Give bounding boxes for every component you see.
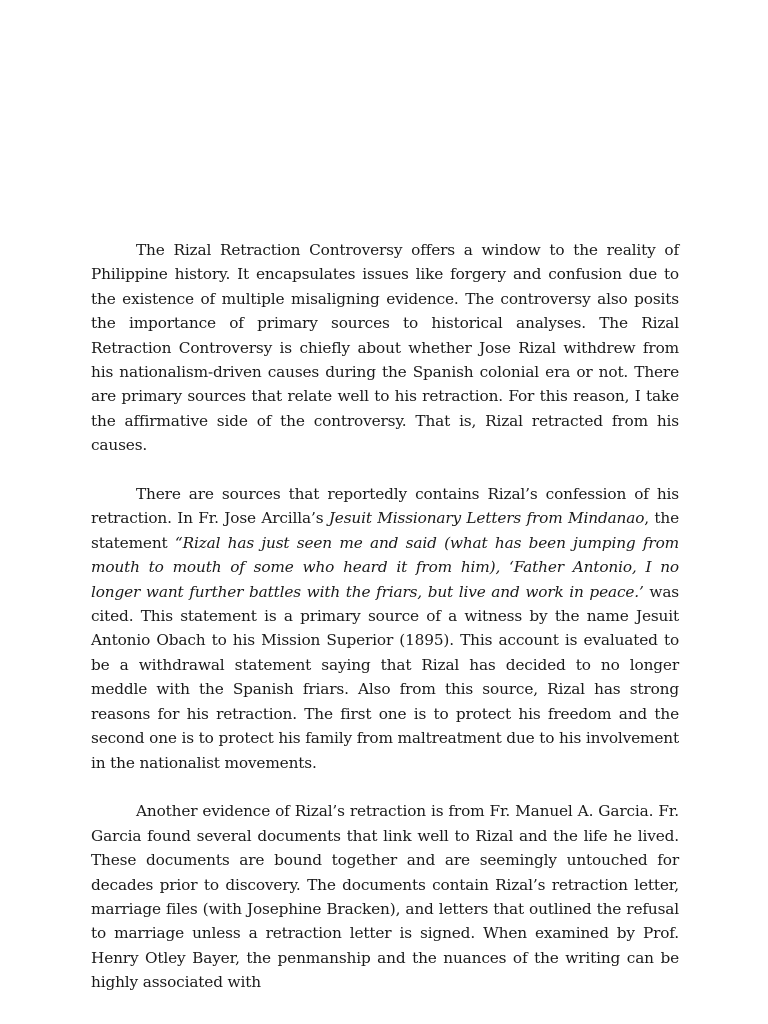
paragraph-text: There are sources that reportedly contains Rizal’s confession of his retraction. In Fr. Jose Arcilla’s	[91, 485, 679, 528]
paragraph-text: was cited. This statement is a primary source of a witness by the name Jesuit Antonio Obach to his Mission Superior (1895). This account is evaluated to be a withdrawal statement saying that Rizal has decided to no longer meddle with the Spanish friars. Also from this source, Rizal has strong reasons for his retraction. The first one is to protect his freedom and the second one is to protect his family from maltreatment due to his involvement in the nationalist movements.	[91, 582, 680, 772]
paragraph-text: , the statement	[91, 509, 679, 552]
paragraph-intro: The Rizal Retraction Controversy offers a window to the reality of Philippine history. It encapsulates issues like forgery and confusion due to the existence of multiple misaligning evidence. The controversy also posits the importance of primary sources to historical analyses. The Rizal Retraction Controversy is chiefly about whether Jose Rizal withdrew from his nationalism-driven causes during the Spanish colonial era or not. There are primary sources that relate well to his retraction. For this reason, I take the affirmative side of the controversy. That is, Rizal retracted from his causes.	[91, 241, 679, 455]
paragraph-arcilla-source	[91, 482, 679, 775]
document-body	[91, 238, 679, 1019]
book-title: Jesuit Missionary Letters from Mindanao	[328, 509, 645, 528]
rizal-quote: “Rizal has just seen me and said (what has been jumping from mouth to mouth of some who heard it from him), ‘Father Antonio, I no longer want further battles with the friars, but live and work in peace.’	[91, 533, 679, 601]
paragraph-garcia-evidence: Another evidence of Rizal’s retraction is from Fr. Manuel A. Garcia. Fr. Garcia found several documents that link well to Rizal and the life he lived. These documents are bound together and are seemingly untouched for decades prior to discovery. The documents contain Rizal’s retraction letter, marriage files (with Josephine Bracken), and letters that outlined the refusal to marriage unless a retraction letter is signed. When examined by Prof. Henry Otley Bayer, the penmanship and the nuances of the writing can be highly associated with	[91, 802, 679, 992]
